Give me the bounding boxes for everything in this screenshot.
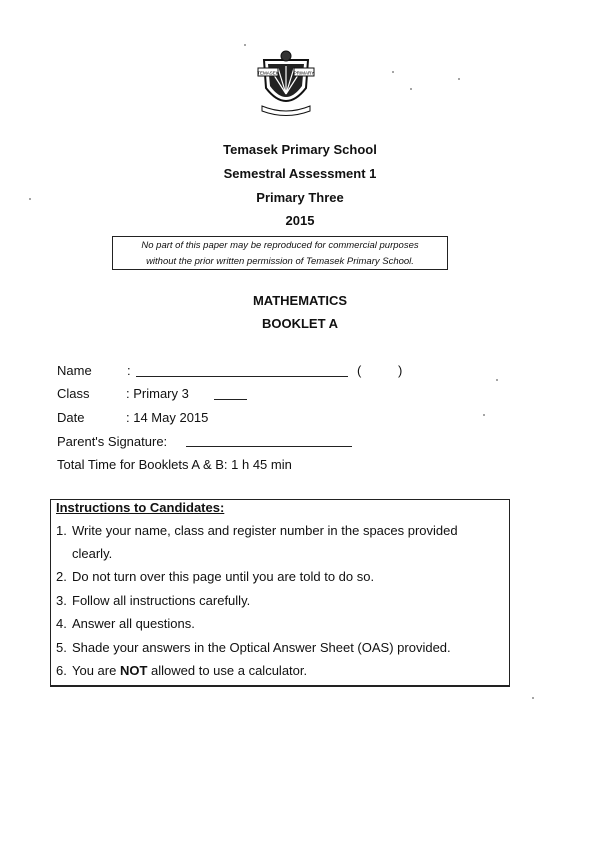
level-title: Primary Three <box>256 190 344 205</box>
notice-line-2: without the prior written permission of Temasek Primary School. <box>146 256 414 267</box>
instruction-item <box>56 523 506 538</box>
instruction-number: 2. <box>56 569 67 584</box>
instruction-text-post: allowed to use a calculator. <box>147 663 308 678</box>
scan-speck <box>410 88 412 90</box>
instruction-text-emphasis: NOT <box>119 663 148 678</box>
parent-signature-label: Parent's Signature: <box>57 434 168 449</box>
instruction-item <box>56 593 506 608</box>
instruction-number: 5. <box>56 640 67 655</box>
instruction-number: 1. <box>56 523 67 538</box>
instruction-item <box>56 640 506 655</box>
school-crest-logo <box>256 48 316 118</box>
instruction-item <box>56 663 506 678</box>
copyright-notice <box>112 236 448 270</box>
scan-speck <box>458 78 460 80</box>
instruction-text-pre: You are <box>72 663 120 678</box>
year-title: 2015 <box>285 213 315 228</box>
name-input-line[interactable] <box>136 376 348 377</box>
instruction-number: 3. <box>56 593 67 608</box>
instruction-text: Follow all instructions carefully. <box>72 593 251 608</box>
parent-signature-line[interactable] <box>186 446 352 447</box>
booklet-title: BOOKLET A <box>261 316 339 331</box>
scan-speck <box>496 379 498 381</box>
school-name: Temasek Primary School <box>223 142 377 157</box>
crest-banner-left: TEMASEK <box>257 70 279 76</box>
class-value: : Primary 3 <box>126 386 189 401</box>
instruction-text: Do not turn over this page until you are told to do so. <box>72 569 375 584</box>
class-label: Class <box>57 386 90 401</box>
scan-speck <box>29 198 31 200</box>
instruction-text: Write your name, class and register number in the spaces provided <box>72 523 458 538</box>
instruction-number: 4. <box>56 616 67 631</box>
subject-title: MATHEMATICS <box>252 293 348 308</box>
register-paren-open: ( <box>357 363 362 378</box>
instruction-text: Shade your answers in the Optical Answer Sheet (OAS) provided. <box>72 640 451 655</box>
instruction-text: Answer all questions. <box>72 616 195 631</box>
instruction-item <box>56 616 506 631</box>
register-paren-close: ) <box>398 363 403 378</box>
name-label: Name <box>57 363 92 378</box>
instruction-number: 6. <box>56 663 67 678</box>
instruction-item <box>56 546 506 561</box>
crest-banner-right: PRIMARY <box>293 70 315 76</box>
total-time: Total Time for Booklets A & B: 1 h 45 min <box>57 457 292 472</box>
notice-line-1: No part of this paper may be reproduced for commercial purposes <box>141 240 419 251</box>
instructions-title: Instructions to Candidates: <box>56 500 225 515</box>
instruction-text: clearly. <box>72 546 113 561</box>
assessment-title: Semestral Assessment 1 <box>223 166 377 181</box>
date-label: Date <box>57 410 85 425</box>
scan-speck <box>532 697 534 699</box>
scan-speck <box>483 414 485 416</box>
scan-speck <box>392 71 394 73</box>
scan-speck <box>244 44 246 46</box>
name-colon: : <box>127 363 131 378</box>
date-value: : 14 May 2015 <box>126 410 209 425</box>
instruction-item <box>56 569 506 584</box>
class-input-line[interactable] <box>214 399 247 400</box>
